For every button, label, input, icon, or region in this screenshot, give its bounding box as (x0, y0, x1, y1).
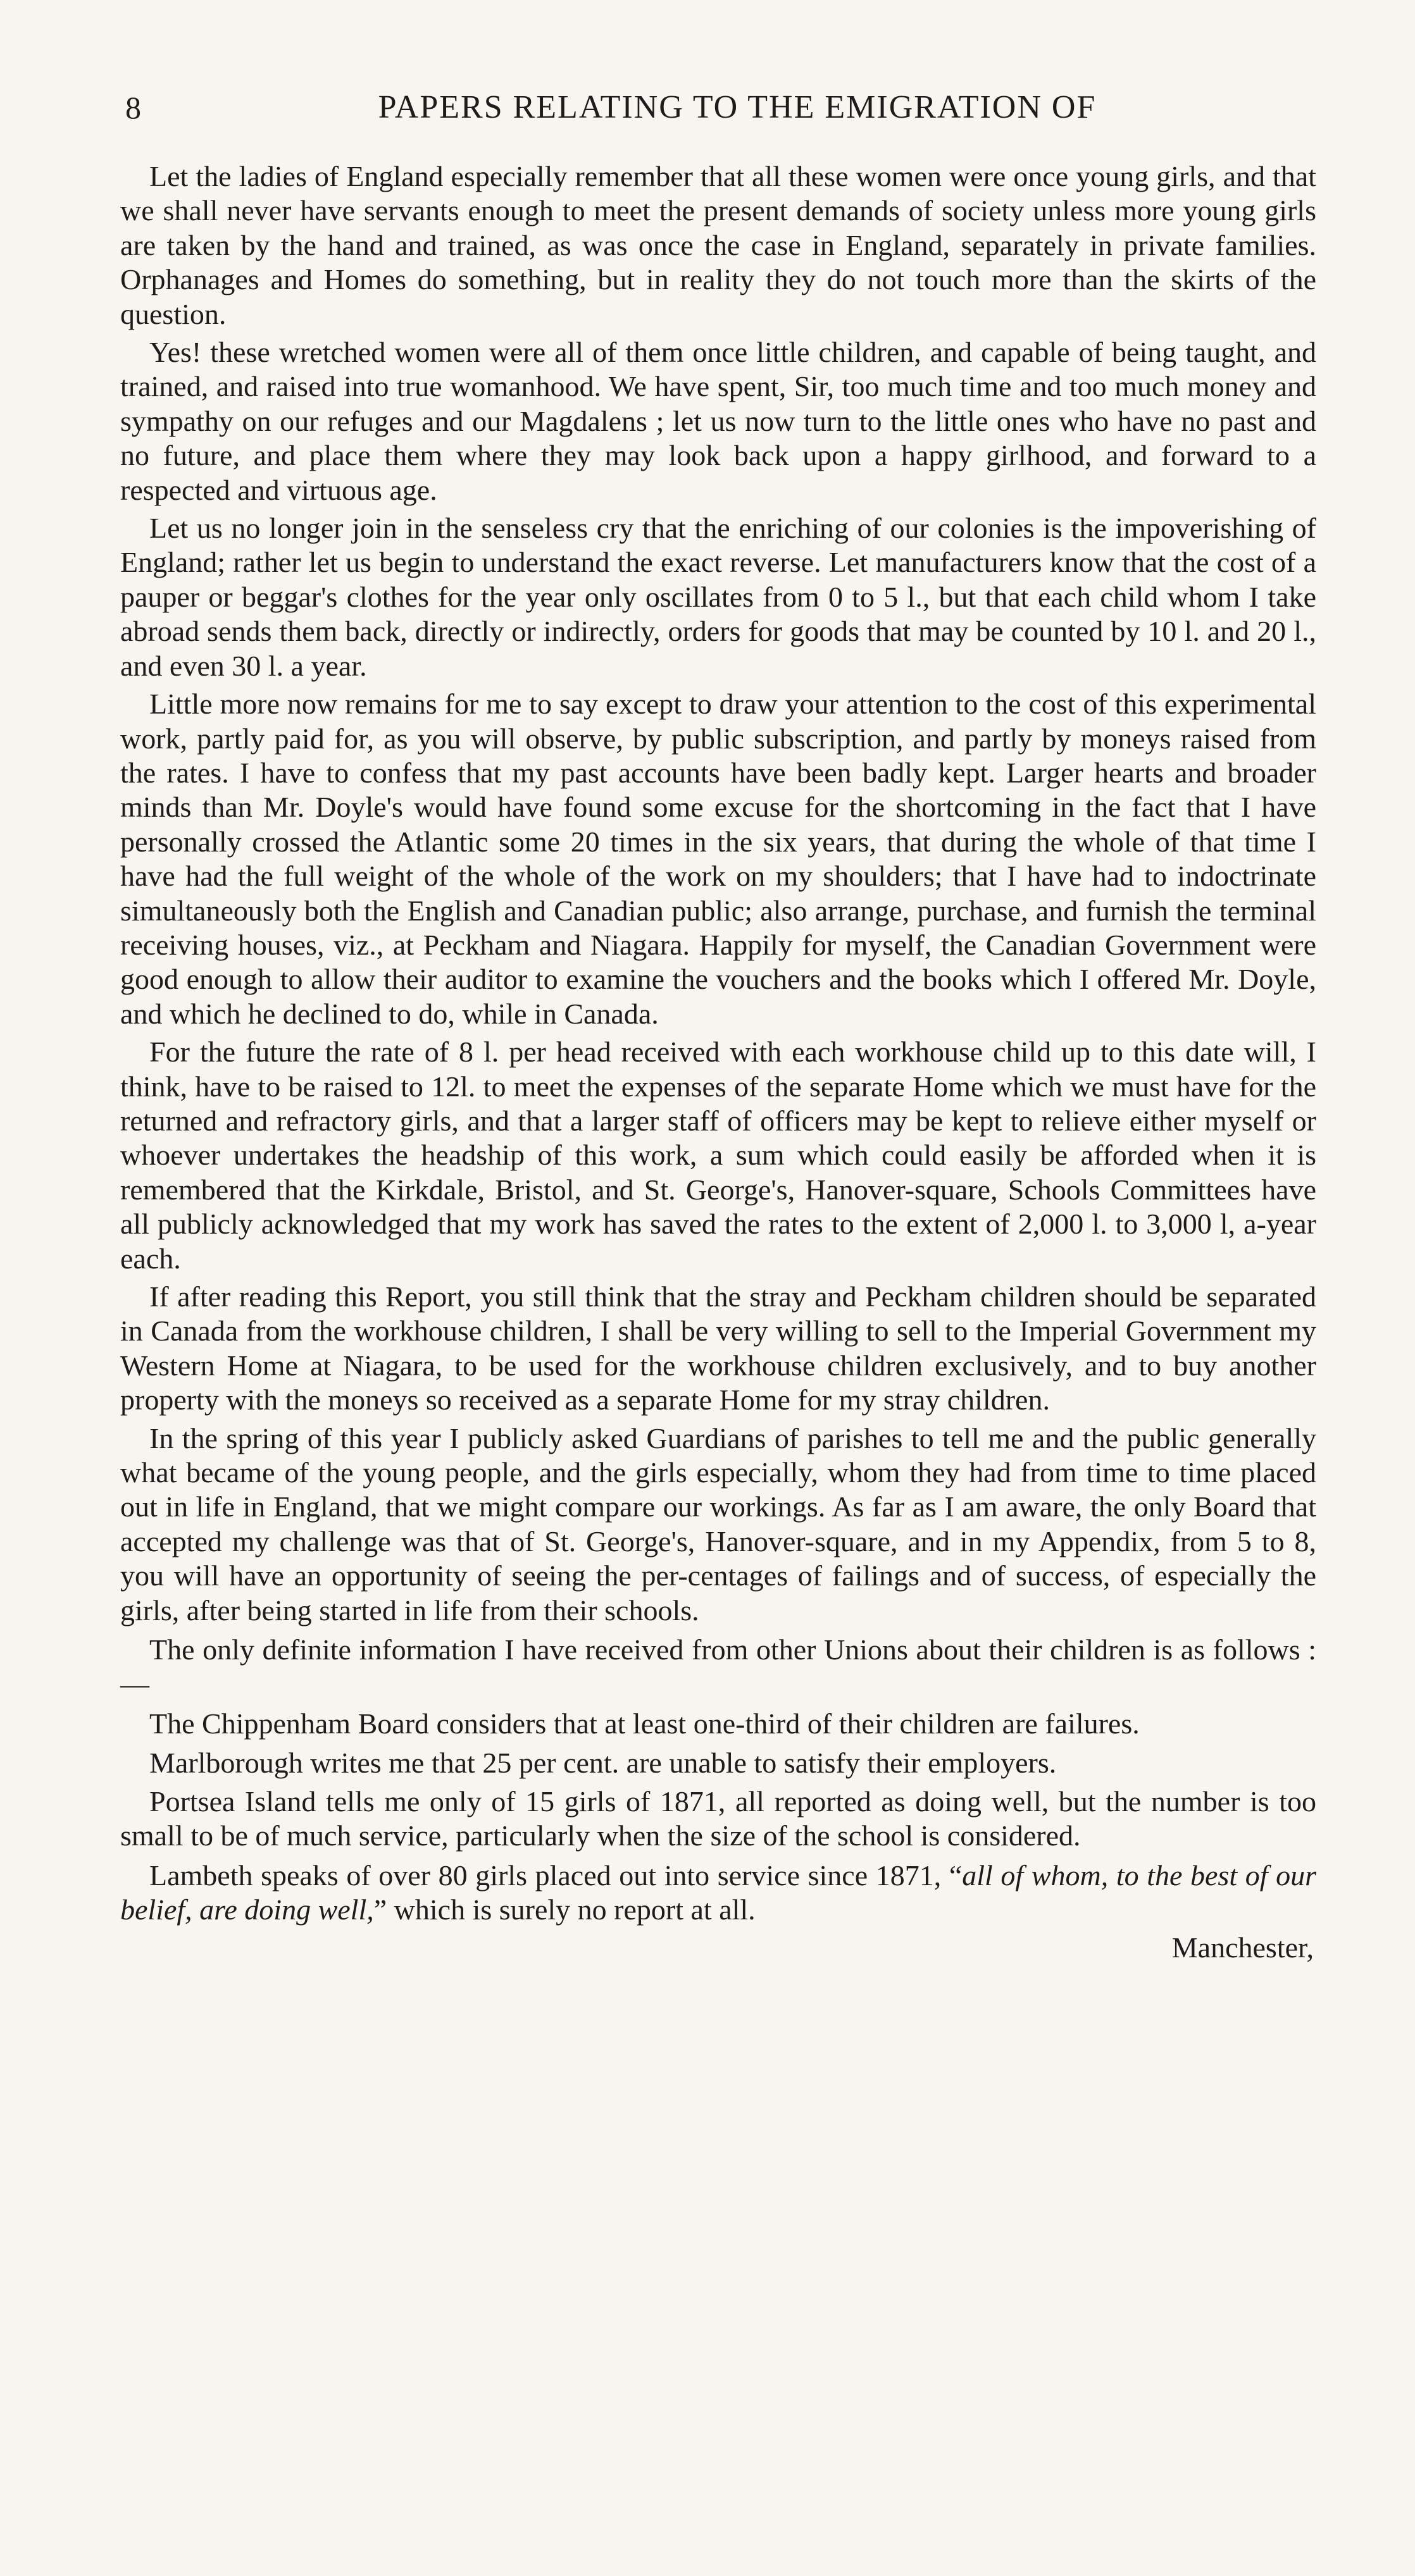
paragraph: Little more now remains for me to say except to draw your attention to the cost of this experimental work, partly paid for, as you will observe, by public subscription, and partly by moneys raised from the rates. I have to confess that my past accounts have been badly kept. Larger hearts and broader minds than Mr. Doyle's would have found some excuse for the shortcoming in the fact that I have personally crossed the Atlantic some 20 times in the six years, that during the whole of that time I have had the full weight of the whole of the work on my shoulders; that I have had to indoctrinate simultaneously both the English and Canadian public; also arrange, purchase, and furnish the terminal receiving houses, viz., at Peckham and Niagara. Happily for myself, the Canadian Government were good enough to allow their auditor to examine the vouchers and the books which I offered Mr. Doyle, and which he declined to do, while in Canada. (120, 688, 1316, 1030)
paragraph: For the future the rate of 8 l. per head received with each workhouse child up to this date will, I think, have to be raised to 12l. to meet the expenses of the separate Home which we must have for the returned and refractory girls, and that a larger staff of officers may be kept to relieve either myself or whoever undertakes the headship of this work, a sum which could easily be afforded when it is remembered that the Kirkdale, Bristol, and St. George's, Hanover-square, Schools Committees have all publicly acknowledged that my work has saved the rates to the extent of 2,000 l. to 3,000 l, a-year each. (120, 1036, 1316, 1275)
running-title: PAPERS RELATING TO THE EMIGRATION OF (378, 89, 1097, 125)
running-head (120, 82, 1316, 133)
paragraph: Let us no longer join in the senseless cry that the enriching of our colonies is the impoverishing of England; rather let us begin to understand the exact reverse. Let manufacturers know that the cost of a pauper or beggar's clothes for the year only oscillates from 0 to 5 l., but that each child whom I take abroad sends them back, directly or indirectly, orders for goods that may be counted by 10 l. and 20 l., and even 30 l. a year. (120, 512, 1316, 682)
body-text (120, 159, 1316, 1927)
paragraph: In the spring of this year I publicly asked Guardians of parishes to tell me and the public generally what became of the young people, and the girls especially, whom they had from time to time placed out in life in England, that we might compare our workings. As far as I am aware, the only Board that accepted my challenge was that of St. George's, Hanover-square, and in my Appendix, from 5 to 8, you will have an opportunity of seeing the per-centages of failings and of success, of especially the girls, after being started in life from their schools. (120, 1421, 1316, 1626)
lambeth-quote: all of whom, to the best of our belief, are doing well, (120, 1859, 1316, 1926)
page-number: 8 (125, 90, 141, 125)
paragraph: Marlborough writes me that 25 per cent. are unable to satisfy their employers. (149, 1747, 1057, 1780)
paragraph: Yes! these wretched women were all of them once little children, and capable of being taught, and trained, and raised into true womanhood. We have spent, Sir, too much time and too much money and sympathy on our refuges and our Magdalens ; let us now turn to the little ones who have no past and no future, and place them where they may look back upon a happy girlhood, and forward to a respected and virtuous age. (120, 336, 1316, 506)
paragraph: If after reading this Report, you still think that the stray and Peckham children should be separated in Canada from the workhouse children, I shall be very willing to sell to the Imperial Government my Western Home at Niagara, to be used for the workhouse children exclusively, and to buy another property with the moneys so received as a separate Home for my stray children. (120, 1280, 1316, 1416)
paragraph-lambeth (120, 1859, 1316, 1928)
paragraph: Portsea Island tells me only of 15 girls of 1871, all reported as doing well, but the number is too small to be of much service, particularly when the size of the school is considered. (120, 1785, 1316, 1852)
paragraph: Let the ladies of England especially remember that all these women were once young girls, and that we shall never have servants enough to meet the present demands of society unless more young girls are taken by the hand and trained, as was once the case in England, separately in private families. Orphanages and Homes do something, but in reality they do not touch more than the skirts of the question. (120, 160, 1316, 330)
lambeth-text-end: ” which is surely no report at all. (373, 1893, 756, 1926)
document-page (120, 82, 1316, 1965)
lambeth-text: Lambeth speaks of over 80 girls placed out into service since 1871, “ (149, 1859, 963, 1892)
paragraph: The Chippenham Board considers that at least one-third of their children are failures. (149, 1707, 1140, 1740)
catchword: Manchester, (1171, 1931, 1314, 1964)
paragraph: The only definite information I have received from other Unions about their children is as follows :— (120, 1633, 1316, 1700)
